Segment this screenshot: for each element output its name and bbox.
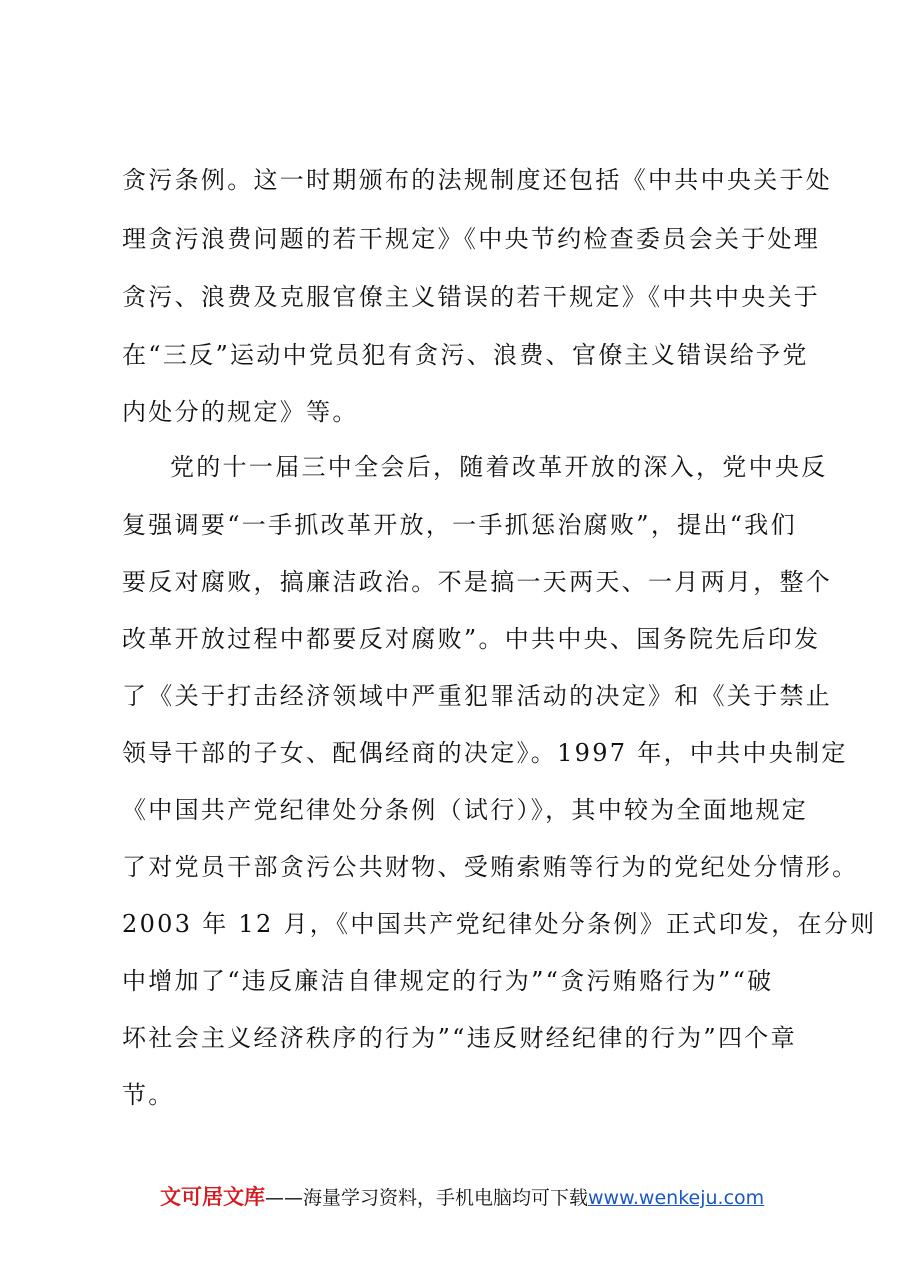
paragraph-2-line-8: 了对党员干部贪污公共财物、受贿索贿等行为的党纪处分情形。 [122,853,859,881]
brand-name: 文可居文库 [160,1185,265,1209]
paragraph-2-line-3: 要反对腐败，搞廉洁政治。不是搞一天两天、一月两月，整个 [122,568,833,596]
paragraph-1-line-4: 在“三反”运动中党员犯有贪污、浪费、官僚主义错误给予党 [122,341,809,369]
paragraph-2-line-1: 党的十一届三中全会后，随着改革开放的深入，党中央反 [170,453,828,481]
paragraph-1-line-1: 贪污条例。这一时期颁布的法规制度还包括《中共中央关于处 [122,166,833,194]
paragraph-1-line-2: 理贪污浪费问题的若干规定》《中央节约检查委员会关于处理 [122,225,821,253]
paragraph-1-line-3: 贪污、浪费及克服官僚主义错误的若干规定》《中共中央关于 [122,283,821,311]
paragraph-2-line-2: 复强调要“一手抓改革开放，一手抓惩治腐败”，提出“我们 [122,511,797,539]
paragraph-2-line-9: 2003 年 12 月，《中国共产党纪律处分条例》正式印发，在分则 [122,910,877,938]
paragraph-2-line-12: 节。 [122,1081,175,1109]
footer-tagline: ——海量学习资料，手机电脑均可下载 [265,1187,589,1209]
paragraph-2-line-6: 领导干部的子女、配偶经商的决定》。1997 年，中共中央制定 [122,739,848,767]
site-link[interactable]: www.wenkeju.com [588,1187,765,1209]
paragraph-2-line-4: 改革开放过程中都要反对腐败”。中共中央、国务院先后印发 [122,625,821,653]
paragraph-2-line-7: 《中国共产党纪律处分条例（试行）》，其中较为全面地规定 [122,796,809,824]
paragraph-2-line-10: 中增加了“违反廉洁自律规定的行为”“贪污贿赂行为”“破 [122,967,774,995]
footer-banner [160,1183,800,1211]
paragraph-1-line-5: 内处分的规定》等。 [122,398,359,426]
paragraph-2-line-5: 了《关于打击经济领域中严重犯罪活动的决定》和《关于禁止 [122,682,833,710]
paragraph-2-line-11: 坏社会主义经济秩序的行为”“违反财经纪律的行为”四个章 [122,1024,797,1052]
